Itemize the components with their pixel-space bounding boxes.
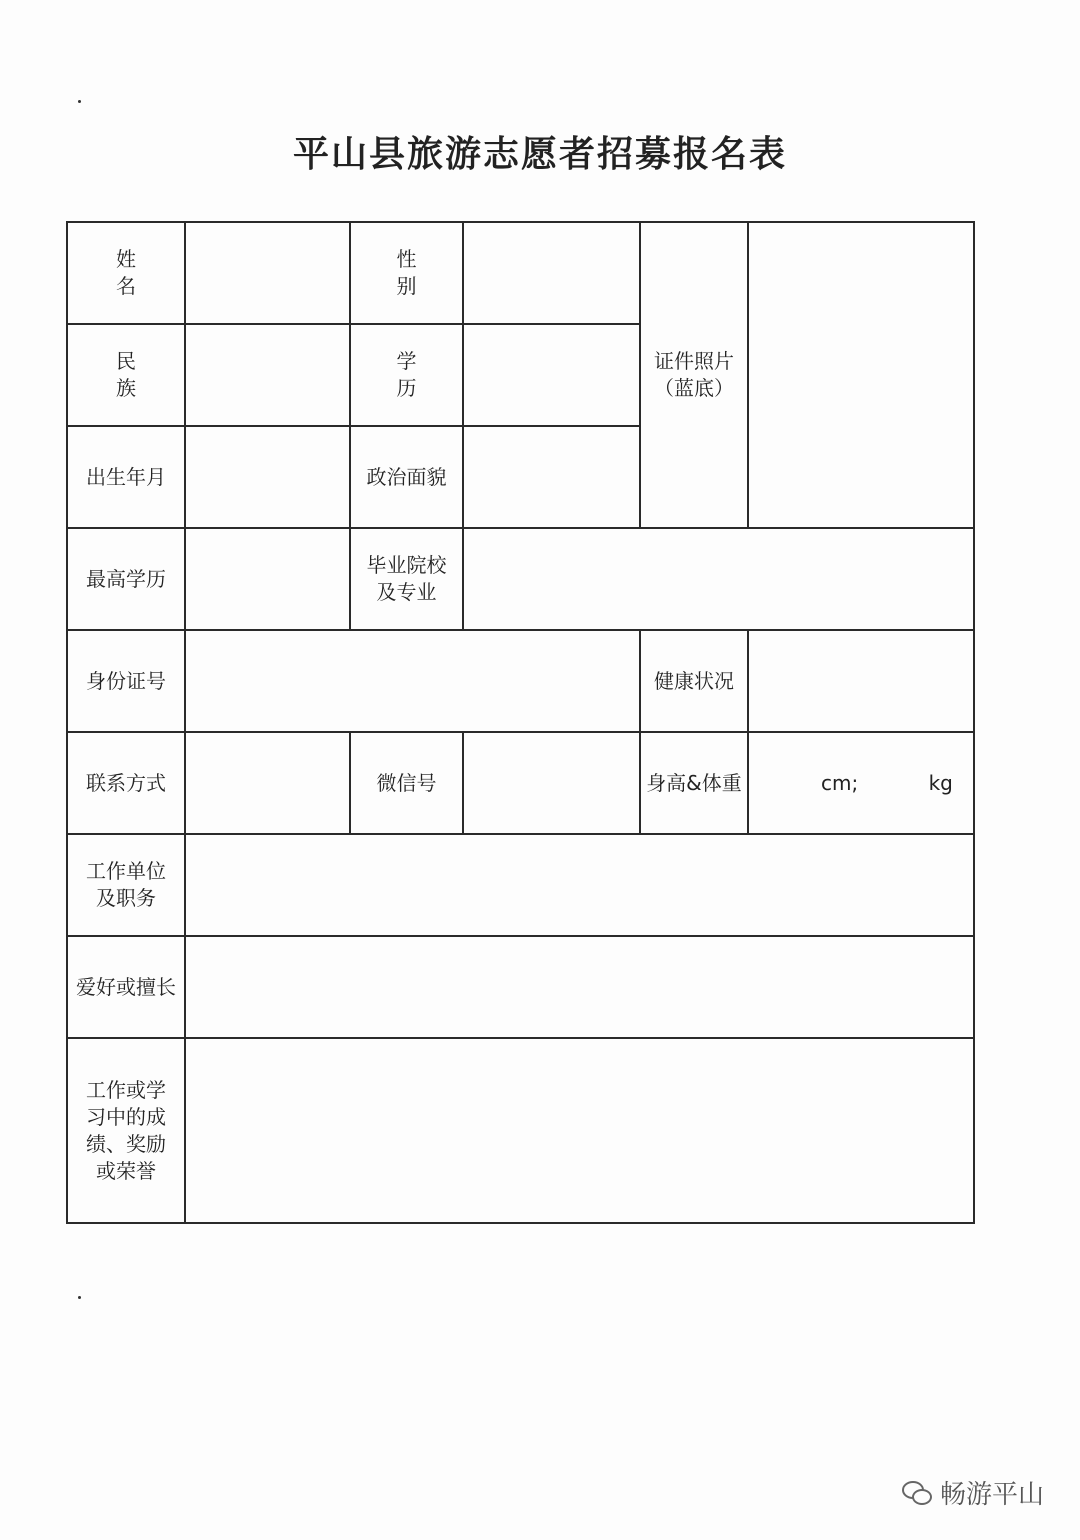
label-awards-cell <box>67 1038 185 1223</box>
field-gender[interactable] <box>463 222 640 324</box>
field-school-major[interactable] <box>463 528 974 630</box>
photo-field[interactable] <box>748 222 974 528</box>
label-height-weight: 身高&体重 <box>640 732 748 834</box>
watermark <box>902 1474 1044 1511</box>
field-ethnicity[interactable] <box>185 324 350 426</box>
field-wechat[interactable] <box>463 732 640 834</box>
label-contact: 联系方式 <box>67 732 185 834</box>
field-id-number[interactable] <box>185 630 640 732</box>
field-highest-education[interactable] <box>185 528 350 630</box>
field-education[interactable] <box>463 324 640 426</box>
label-name: 姓名 <box>67 222 185 324</box>
field-contact[interactable] <box>185 732 350 834</box>
label-health: 健康状况 <box>640 630 748 732</box>
label-hobbies: 爱好或擅长 <box>67 936 185 1038</box>
wechat-icon <box>902 1481 932 1505</box>
field-work[interactable] <box>185 834 974 936</box>
registration-form <box>66 221 975 1224</box>
label-education: 学历 <box>350 324 463 426</box>
label-awards-4: 或荣誉 <box>96 1158 156 1183</box>
page-title: 平山县旅游志愿者招募报名表 <box>292 133 787 175</box>
field-name[interactable] <box>185 222 350 324</box>
label-birth: 出生年月 <box>67 426 185 528</box>
height-unit: cm; <box>821 771 859 795</box>
field-hobbies[interactable] <box>185 936 974 1038</box>
label-work-position: 及职务 <box>96 886 156 910</box>
field-birth[interactable] <box>185 426 350 528</box>
label-highest-education: 最高学历 <box>67 528 185 630</box>
photo-label-note: （蓝底） <box>654 376 734 400</box>
weight-unit: kg <box>928 771 953 795</box>
label-school-major-cell <box>350 528 463 630</box>
label-work-cell <box>67 834 185 936</box>
label-ethnicity: 民族 <box>67 324 185 426</box>
label-political-status: 政治面貌 <box>350 426 463 528</box>
label-major: 及专业 <box>376 580 437 604</box>
field-height-weight[interactable] <box>748 732 974 834</box>
label-work-unit: 工作单位 <box>86 859 166 883</box>
field-awards[interactable] <box>185 1038 974 1223</box>
label-id-number: 身份证号 <box>67 630 185 732</box>
photo-label-cell <box>640 222 748 528</box>
scan-speck <box>78 100 81 103</box>
label-gender: 性别 <box>350 222 463 324</box>
label-school: 毕业院校 <box>366 553 447 577</box>
photo-label: 证件照片 <box>654 349 734 373</box>
label-wechat: 微信号 <box>350 732 463 834</box>
field-political-status[interactable] <box>463 426 640 528</box>
label-awards-3: 绩、奖励 <box>86 1131 166 1156</box>
label-awards-2: 习中的成 <box>86 1104 166 1129</box>
scan-speck <box>78 1296 81 1299</box>
field-health[interactable] <box>748 630 974 732</box>
watermark-text: 畅游平山 <box>939 1480 1044 1510</box>
label-awards-1: 工作或学 <box>86 1077 166 1102</box>
